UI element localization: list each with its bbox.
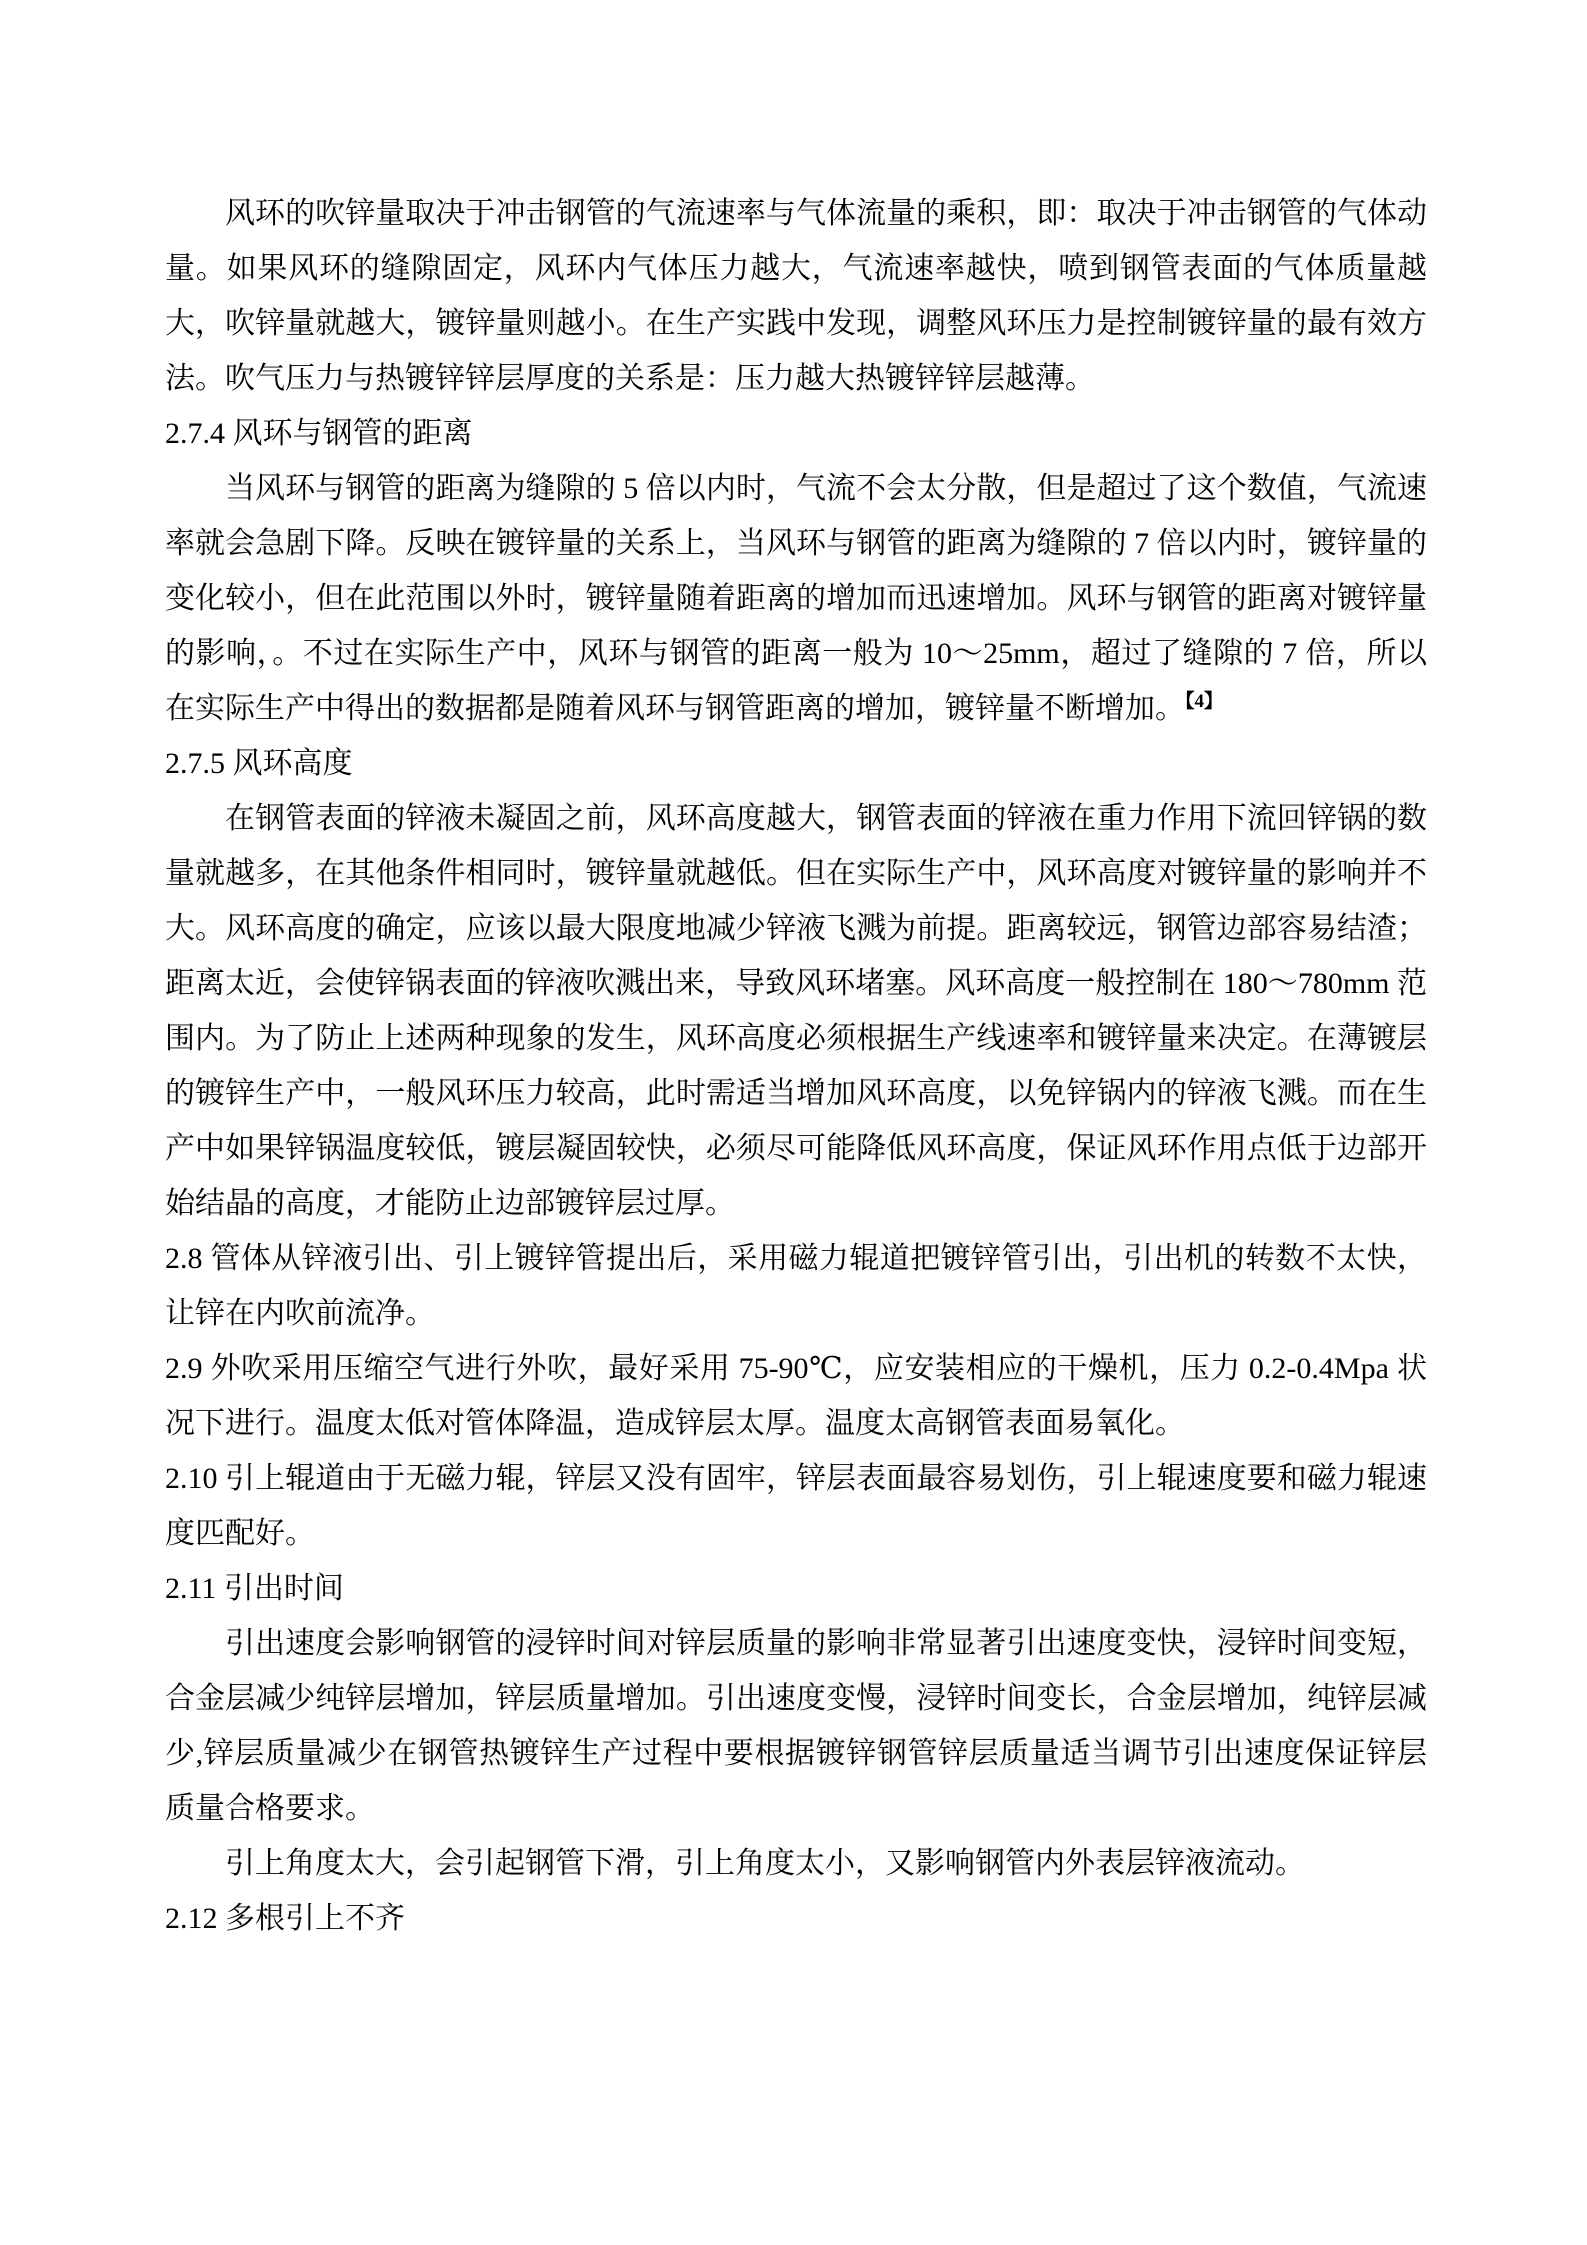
body-paragraph-air-ring-blow: 风环的吹锌量取决于冲击钢管的气流速率与气体流量的乘积，即：取决于冲击钢管的气体动量。如果风环的缝隙固定，风环内气体压力越大，气流速率越快，喷到钢管表面的气体质量越大，吹锌量就越大，镀锌量则越小。在生产实践中发现，调整风环压力是控制镀锌量的最有效方法。吹气压力与热镀锌锌层厚度的关系是：压力越大热镀锌锌层越薄。	[165, 197, 1427, 395]
body-paragraph-2-9-external-blow: 2.9 外吹采用压缩空气进行外吹，最好采用 75-90℃，应安装相应的干燥机，压力 0.2-0.4Mpa 状况下进行。温度太低对管体降温，造成锌层太厚。温度太高钢管表面易氧化。	[165, 1352, 1427, 1440]
body-paragraph-extraction-time: 引出速度会影响钢管的浸锌时间对锌层质量的影响非常显著引出速度变快，浸锌时间变短，合金层减少纯锌层增加，锌层质量增加。引出速度变慢，浸锌时间变长，合金层增加，纯锌层减少,锌层质量减少在钢管热镀锌生产过程中要根据镀锌钢管锌层质量适当调节引出速度保证锌层质量合格要求。	[165, 1627, 1427, 1825]
paragraph-text: 当风环与钢管的距离为缝隙的 5 倍以内时，气流不会太分散，但是超过了这个数值，气流速率就会急剧下降。反映在镀锌量的关系上，当风环与钢管的距离为缝隙的 7 倍以内时，镀锌量的变化较小，但在此范围以外时，镀锌量随着距离的增加而迅速增加。风环与钢管的距离对镀锌量的影响，。不过在实际生产中，风环与钢管的距离一般为 10～25mm，超过了缝隙的 7 倍，所以在实际生产中得出的数据都是随着风环与钢管距离的增加，镀锌量不断增加。	[165, 472, 1427, 725]
section-heading-2-12: 2.12 多根引上不齐	[165, 1902, 405, 1935]
body-paragraph-ring-height: 在钢管表面的锌液未凝固之前，风环高度越大，钢管表面的锌液在重力作用下流回锌锅的数量就越多，在其他条件相同时，镀锌量就越低。但在实际生产中，风环高度对镀锌量的影响并不大。风环高度的确定，应该以最大限度地减少锌液飞溅为前提。距离较远，钢管边部容易结渣；距离太近，会使锌锅表面的锌液吹溅出来，导致风环堵塞。风环高度一般控制在 180～780mm 范围内。为了防止上述两种现象的发生，风环高度必须根据生产线速率和镀锌量来决定。在薄镀层的镀锌生产中，一般风环压力较高，此时需适当增加风环高度，以免锌锅内的锌液飞溅。而在生产中如果锌锅温度较低，镀层凝固较快，必须尽可能降低风环高度，保证风环作用点低于边部开始结晶的高度，才能防止边部镀锌层过厚。	[165, 802, 1427, 1220]
citation-ref-4: 【4】	[1185, 691, 1224, 712]
body-paragraph-lift-angle: 引上角度太大，会引起钢管下滑，引上角度太小，又影响钢管内外表层锌液流动。	[225, 1847, 1305, 1880]
section-heading-2-11: 2.11 引出时间	[165, 1572, 344, 1605]
section-heading-2-7-5: 2.7.5 风环高度	[165, 747, 353, 780]
body-paragraph-2-10-roller: 2.10 引上辊道由于无磁力辊，锌层又没有固牢，锌层表面最容易划伤，引上辊速度要和磁力辊速度匹配好。	[165, 1462, 1427, 1550]
body-paragraph-2-8-extraction: 2.8 管体从锌液引出、引上镀锌管提出后，采用磁力辊道把镀锌管引出，引出机的转数不太快，让锌在内吹前流净。	[165, 1242, 1427, 1330]
section-heading-2-7-4: 2.7.4 风环与钢管的距离	[165, 417, 473, 450]
body-paragraph-ring-pipe-distance	[165, 461, 1427, 736]
